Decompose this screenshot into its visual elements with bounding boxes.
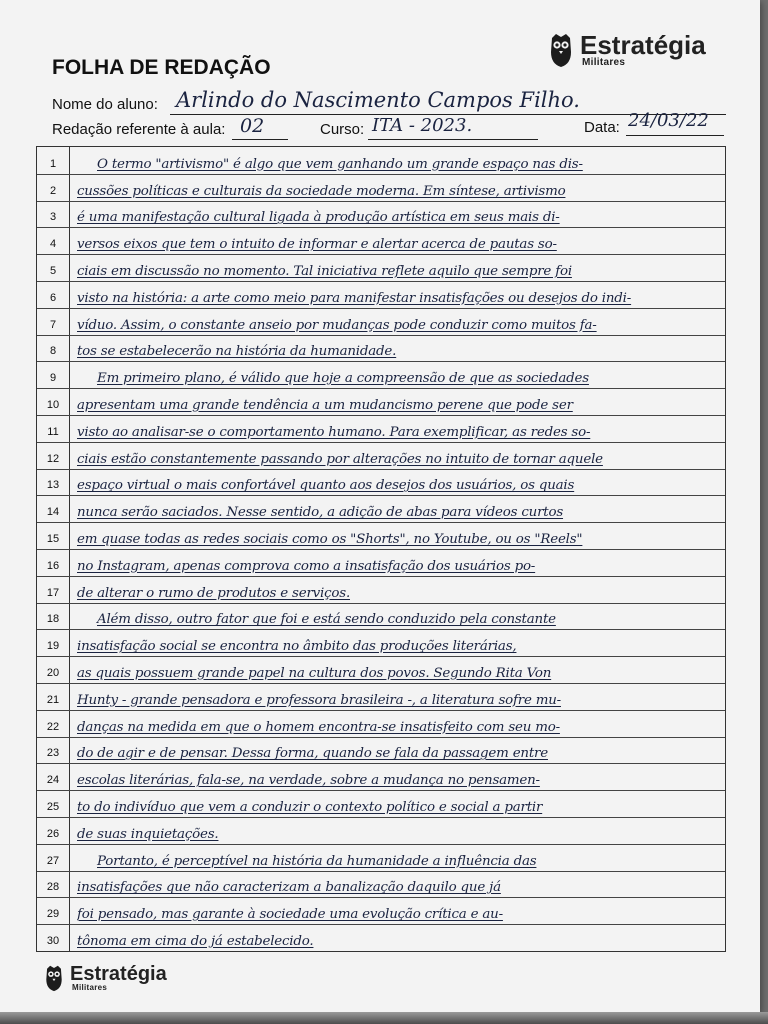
essay-line [37, 603, 725, 631]
essay-line [37, 388, 725, 416]
line-text: de suas inquietações. [77, 826, 219, 842]
essay-line [37, 683, 725, 711]
line-number: 14 [46, 506, 60, 519]
student-name: Arlindo do Nascimento Campos Filho. [176, 88, 580, 112]
line-number: 9 [49, 372, 57, 385]
line-text: nunca serão saciados. Nesse sentido, a adição de abas para vídeos curtos [77, 505, 564, 521]
essay-line [37, 924, 725, 951]
line-number: 13 [46, 479, 60, 492]
essay-line [37, 254, 725, 282]
line-number: 2 [49, 184, 57, 197]
brand-footer [44, 964, 167, 992]
essay-line [37, 844, 725, 872]
essay-line [37, 871, 725, 899]
page-title: FOLHA DE REDAÇÃO [52, 56, 271, 79]
line-text: apresentam uma grande tendência a um mudancismo perene que pode ser [77, 397, 573, 413]
line-text: no Instagram, apenas comprova como a insatisfação dos usuários po- [77, 558, 536, 574]
line-text: Hunty - grande pensadora e professora brasileira -, a literatura sofre mu- [77, 692, 561, 708]
line-number: 27 [46, 854, 60, 867]
line-number: 25 [46, 800, 60, 813]
line-number: 6 [49, 291, 57, 304]
essay-line [37, 549, 725, 577]
line-number: 7 [49, 318, 57, 331]
line-text: em quase todas as redes sociais como os "Shorts", no Youtube, ou os "Reels" [77, 531, 583, 547]
line-number: 11 [47, 425, 59, 438]
line-text: do de agir e de pensar. Dessa forma, quando se fala da passagem entre [77, 746, 548, 762]
line-number: 17 [46, 586, 60, 599]
lesson-value: 02 [240, 115, 265, 137]
line-number: 1 [49, 157, 57, 170]
essay-line [37, 415, 725, 443]
essay-line [37, 147, 725, 175]
essay-line [37, 335, 725, 363]
line-text: Portanto, é perceptível na história da humanidade a influência das [97, 853, 537, 869]
line-text: as quais possuem grande papel na cultura dos povos. Segundo Rita Von [77, 665, 552, 681]
line-text: danças na medida em que o homem encontra-se insatisfeito com seu mo- [77, 719, 560, 735]
essay-line [37, 737, 725, 765]
course-value: ITA - 2023. [372, 115, 473, 136]
line-number: 10 [46, 398, 60, 411]
student-label: Nome do aluno: [52, 96, 158, 113]
line-text: O termo "artivismo" é algo que vem ganhando um grande espaço nas dis- [97, 156, 583, 172]
line-text: Além disso, outro fator que foi e está sendo conduzido pela constante [97, 612, 556, 628]
line-text: to do indivíduo que vem a conduzir o contexto político e social a partir [77, 799, 543, 815]
line-number: 3 [49, 211, 57, 224]
line-number: 15 [46, 532, 60, 545]
line-number: 26 [46, 827, 60, 840]
essay-line [37, 629, 725, 657]
essay-line [37, 201, 725, 229]
line-text: Em primeiro plano, é válido que hoje a compreensão de que as sociedades [97, 371, 589, 387]
essay-line [37, 710, 725, 738]
line-number: 24 [46, 774, 60, 787]
line-number: 20 [46, 666, 60, 679]
essay-grid [36, 146, 726, 952]
essay-line [37, 790, 725, 818]
line-number: 12 [46, 452, 60, 465]
line-number: 23 [46, 747, 60, 760]
brand-sub: Militares [582, 57, 626, 68]
essay-line [37, 227, 725, 255]
essay-line [37, 817, 725, 845]
line-text: tônoma em cima do já estabelecido. [77, 933, 314, 949]
essay-line [37, 656, 725, 684]
line-text: insatisfação social se encontra no âmbito das produções literárias, [77, 639, 517, 655]
line-number: 5 [49, 264, 57, 277]
lesson-line [232, 139, 288, 140]
line-text: insatisfações que não caracterizam a banalização daquilo que já [77, 880, 501, 896]
line-number: 16 [46, 559, 60, 572]
essay-line [37, 522, 725, 550]
line-number: 4 [49, 238, 57, 251]
owl-logo-icon [44, 964, 64, 992]
date-value: 24/03/22 [628, 110, 709, 131]
line-text: ciais em discussão no momento. Tal iniciativa reflete aquilo que sempre foi [77, 263, 572, 279]
owl-logo-icon [548, 32, 574, 68]
essay-line [37, 308, 725, 336]
line-text: víduo. Assim, o constante anseio por mudanças pode conduzir como muitos fa- [77, 317, 597, 333]
course-line [368, 139, 538, 140]
line-number: 19 [46, 640, 60, 653]
course-label: Curso: [320, 121, 365, 138]
line-number: 22 [46, 720, 60, 733]
line-text: ciais estão constantemente passando por alterações no intuito de tornar aquele [77, 451, 603, 467]
line-text: escolas literárias, fala-se, na verdade, sobre a mudança no pensamen- [77, 773, 540, 789]
brand-name: Estratégia [580, 30, 706, 60]
date-label: Data: [584, 119, 620, 136]
brand-header [548, 32, 706, 68]
essay-line [37, 763, 725, 791]
essay-line [37, 897, 725, 925]
essay-line [37, 495, 725, 523]
brand-name: Estratégia [70, 963, 167, 985]
table-shadow [0, 1012, 768, 1024]
line-number: 30 [46, 934, 60, 947]
line-number: 8 [49, 345, 57, 358]
line-text: de alterar o rumo de produtos e serviços. [77, 585, 350, 601]
essay-line [37, 281, 725, 309]
line-text: visto ao analisar-se o comportamento humano. Para exemplificar, as redes so- [77, 424, 591, 440]
line-text: cussões políticas e culturais da sociedade moderna. Em síntese, artivismo [77, 183, 566, 199]
essay-line [37, 442, 725, 470]
line-number: 28 [46, 881, 60, 894]
date-line [626, 135, 724, 136]
essay-line [37, 361, 725, 389]
line-text: versos eixos que tem o intuito de informar e alertar acerca de pautas so- [77, 237, 557, 253]
line-text: visto na história: a arte como meio para manifestar insatisfações ou desejos do indi- [77, 290, 632, 306]
line-number: 21 [46, 693, 60, 706]
lesson-label: Redação referente à aula: [52, 121, 226, 138]
line-text: tos se estabelecerão na história da humanidade. [77, 344, 397, 360]
essay-line [37, 576, 725, 604]
line-text: é uma manifestação cultural ligada à produção artística em seus mais di- [77, 210, 560, 226]
essay-line [37, 469, 725, 497]
line-text: foi pensado, mas garante à sociedade uma evolução crítica e au- [77, 907, 503, 923]
line-text: espaço virtual o mais confortável quanto aos desejos dos usuários, os quais [77, 478, 575, 494]
line-number: 29 [46, 908, 60, 921]
essay-line [37, 174, 725, 202]
brand-sub: Militares [72, 983, 108, 992]
line-number: 18 [46, 613, 60, 626]
